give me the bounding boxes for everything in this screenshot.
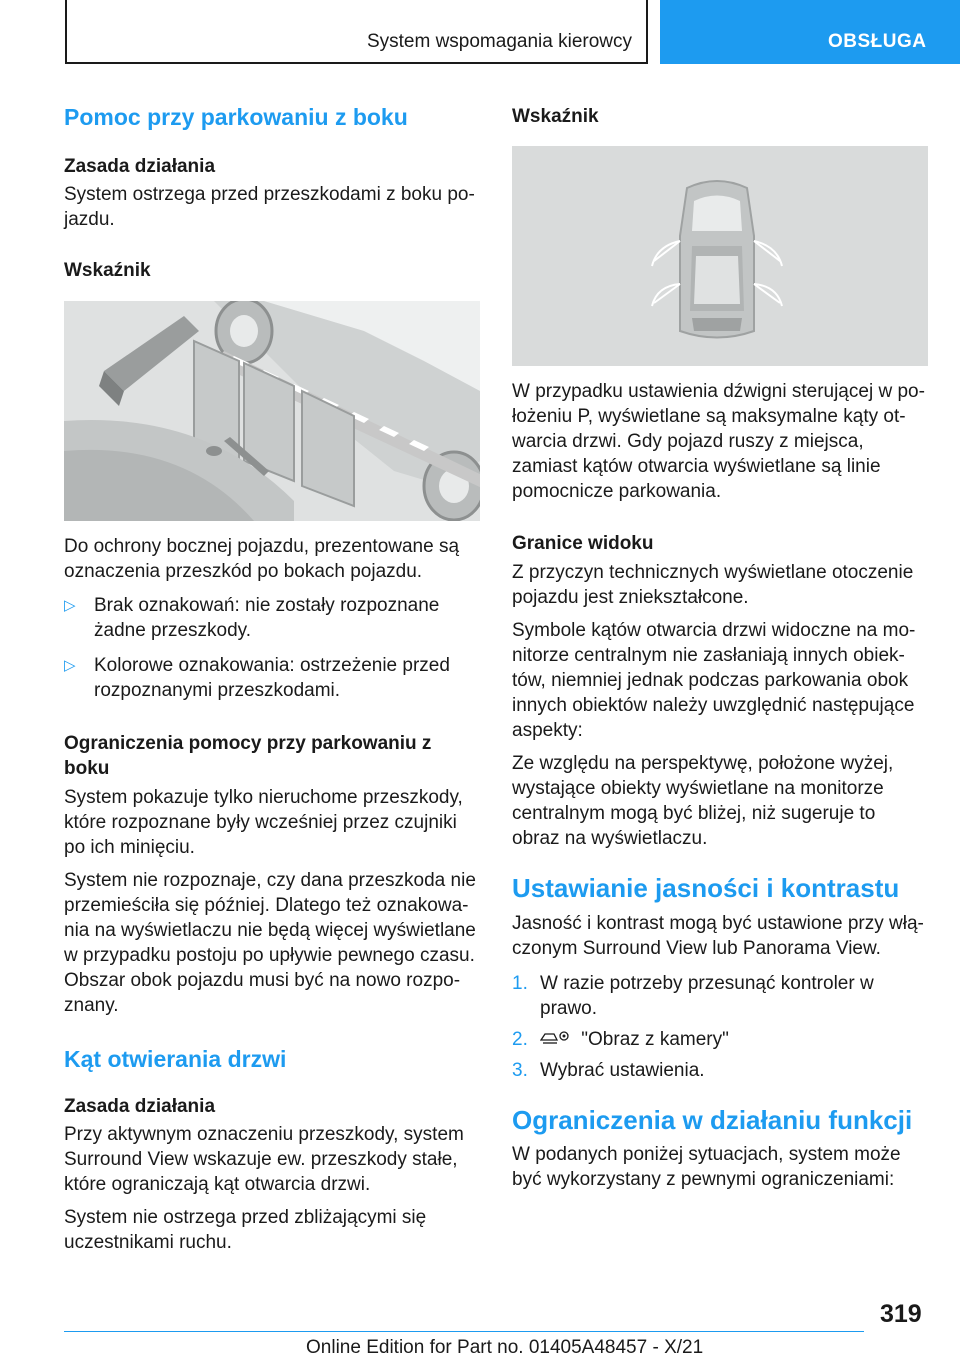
list-item-text: Kolorowe oznakowania: ostrzeżenie przed rozpoznanymi przeszkodami. [94,655,450,701]
step-item [512,1058,928,1083]
door-angle-graphic [512,146,928,366]
list-item-text: Brak oznakowań: nie zostały rozpoznane żadne przeszkody. [94,595,440,641]
paragraph: Jasność i kontrast mogą być ustawione przy włą-czonym Surround View lub Panorama View. [512,913,924,959]
left-column [64,100,480,1255]
subheading-principle: Zasada działania [64,1096,216,1117]
list-item [64,593,480,643]
step-number: 2. [512,1029,528,1050]
header-box [65,0,648,64]
step-item [512,1027,928,1052]
subheading-indicator: Wskaźnik [64,260,151,281]
paragraph: Ze względu na perspektywę, położone wyżej, wystające obiekty wyświetlane na monitorze centralnym mogą być bliżej, niż sugeruje to obraz na wyświetlaczu. [512,753,894,849]
heading-door-opening-angle: Kąt otwierania drzwi [64,1046,287,1072]
section-tab-label: OBSŁUGA [828,31,927,52]
step-text: "Obraz z kamery" [581,1029,729,1050]
camera-settings-icon [540,1028,570,1048]
paragraph: W podanych poniżej sytuacjach, system może być wykorzystany z pewnymi ograniczeniami: [512,1144,901,1190]
paragraph: System nie ostrzega przed zbliżającymi się uczestnikami ruchu. [64,1207,427,1253]
paragraph: Symbole kątów otwarcia drzwi widoczne na mo-nitorze centralnym nie zasłaniają innych obiek-tów, niemniej jednak podczas parkowania obok innych obiektów należy uwzględnić następujące aspekty: [512,620,916,741]
edition-text: Online Edition for Part no. 01405A48457 - X/21 [306,1337,704,1358]
paragraph: System pokazuje tylko nieruchome przeszkody, które rozpoznane były wcześniej przez czujniki po ich minięciu. [64,787,463,858]
subheading-principle: Zasada działania [64,156,216,177]
triangle-right-icon: ▷ [64,597,76,614]
steps-list [512,971,928,1083]
side-parking-graphic [64,301,480,521]
paragraph: Z przyczyn technicznych wyświetlane otoczenie pojazdu jest zniekształcone. [512,562,914,608]
section-tab [660,0,960,64]
step-text: Wybrać ustawienia. [540,1060,705,1081]
step-item [512,971,928,1021]
chapter-title: System wspomagania kierowcy [366,31,632,52]
paragraph: System ostrzega przed przeszkodami z boku po-jazdu. [64,184,475,230]
step-number: 1. [512,973,528,994]
paragraph: Do ochrony bocznej pojazdu, prezentowane są oznaczenia przeszkód po bokach pojazdu. [64,536,460,582]
bullet-list [64,593,480,703]
right-column [512,100,928,1192]
step-number: 3. [512,1060,528,1081]
triangle-right-icon: ▷ [64,657,76,674]
footer-divider [64,1331,864,1332]
paragraph: System nie rozpoznaje, czy dana przeszkoda nie przemieściła się później. Dlatego też oznakowa-nia na wyświetlaczu nie będą więcej wyświetlane w przypadku postoju po upływie pewnego czasu. Obszar obok pojazdu musi być na nowo rozpo-znany. [64,870,476,1016]
side-parking-illustration [64,301,480,521]
subheading-indicator: Wskaźnik [512,106,599,127]
paragraph: Przy aktywnym oznaczeniu przeszkody, system Surround View wskazuje ew. przeszkody stałe, które ograniczają kąt otwarcia drzwi. [64,1124,464,1195]
door-angle-illustration [512,146,928,366]
heading-function-limits: Ograniczenia w działaniu funkcji [512,1105,913,1135]
heading-side-parking-assist: Pomoc przy parkowaniu z boku [64,104,408,130]
subheading-view-limits: Granice widoku [512,533,654,554]
list-item [64,653,480,703]
heading-brightness-contrast: Ustawianie jasności i kontrastu [512,873,900,903]
paragraph: W przypadku ustawienia dźwigni sterującej w po-łożeniu P, wyświetlane są maksymalne kąty ot-warcia drzwi. Gdy pojazd ruszy z miejsca, zamiast kątów otwarcia wyświetlane są linie pomocnicze parkowania. [512,381,925,502]
step-text: W razie potrzeby przesunąć kontroler w prawo. [540,973,874,1019]
subheading-limitations: Ograniczenia pomocy przy parkowaniu z boku [64,733,432,779]
page-number: 319 [880,1300,922,1328]
